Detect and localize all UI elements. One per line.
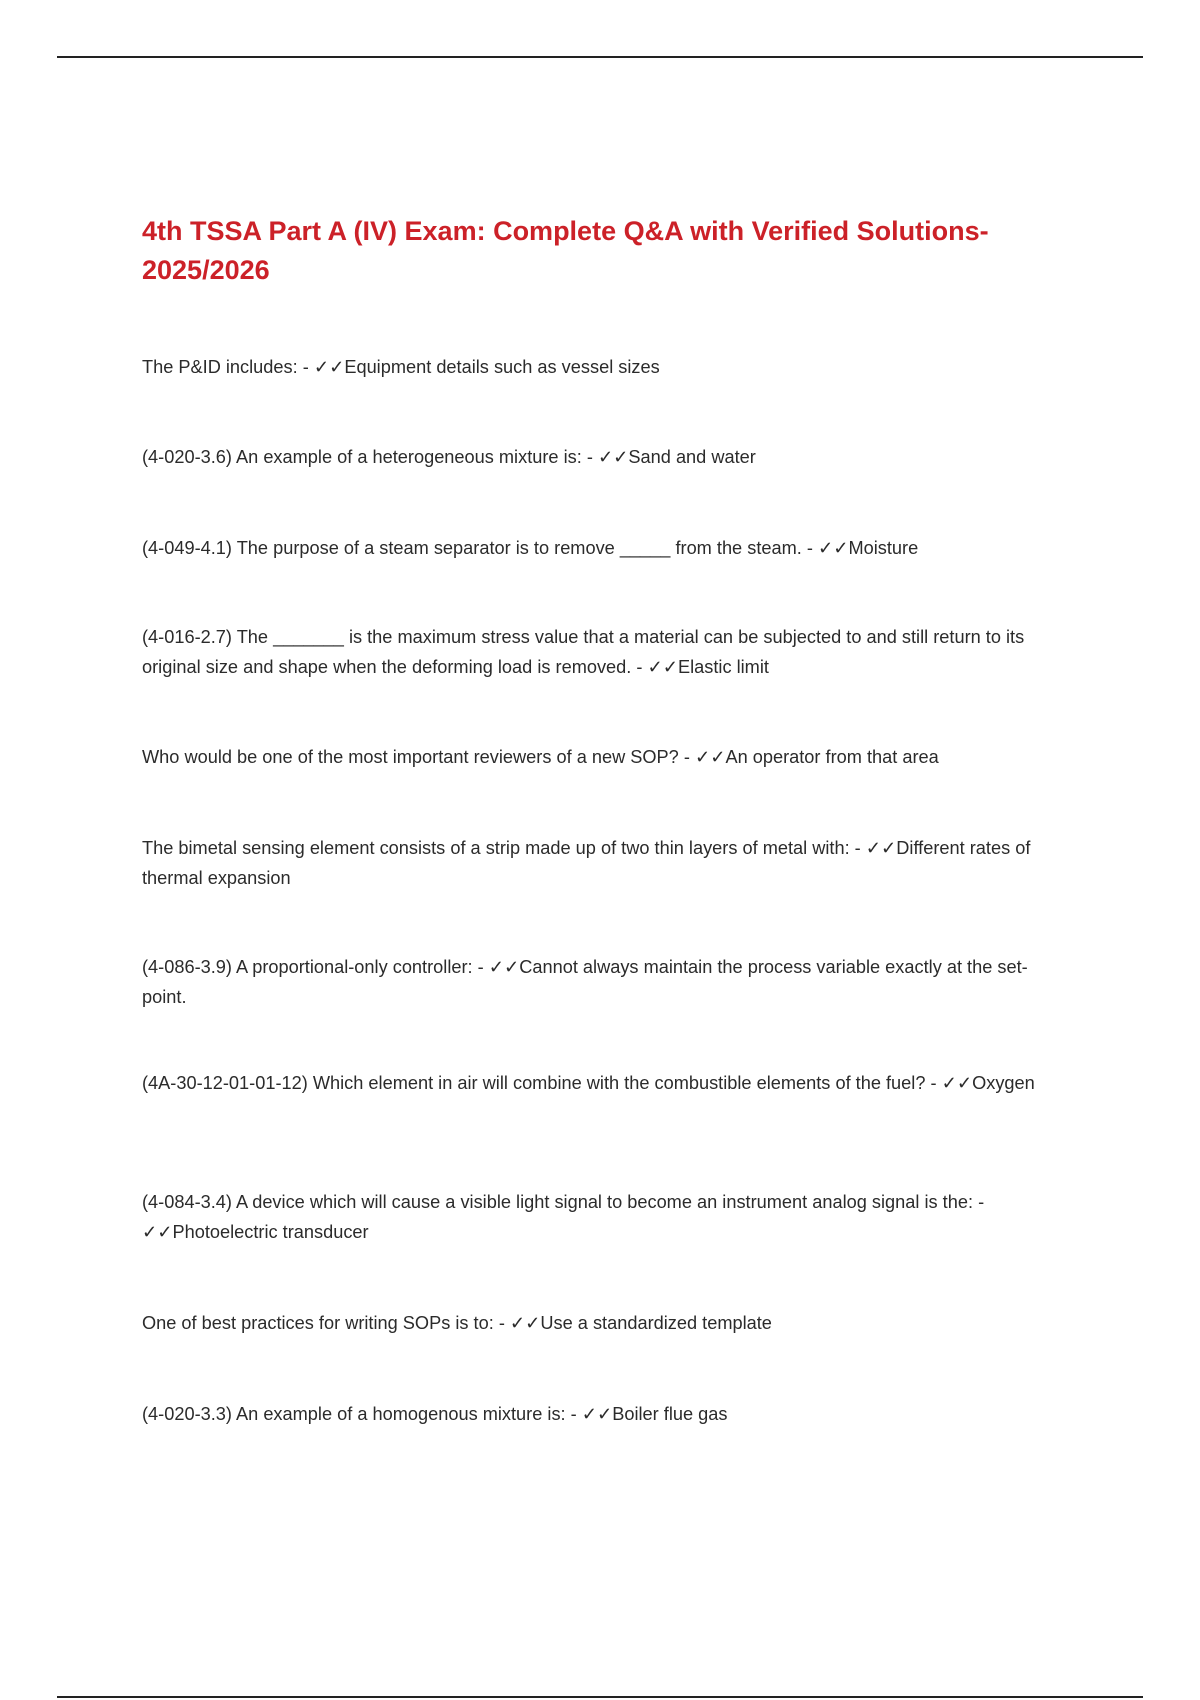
qa-item-4: (4-016-2.7) The _______ is the maximum stress value that a material can be subjected to and still return to its original size and shape when the deforming load is removed. - ✓✓Elastic limit xyxy=(142,627,1025,677)
bottom-rule xyxy=(57,1696,1143,1698)
top-rule xyxy=(57,56,1143,58)
qa-item-3: (4-049-4.1) The purpose of a steam separator is to remove _____ from the steam. - ✓✓Moisture xyxy=(142,538,919,558)
qa-item-9: (4-084-3.4) A device which will cause a visible light signal to become an instrument analog signal is the: - ✓✓Photoelectric transducer xyxy=(142,1192,985,1242)
qa-item-8: (4A-30-12-01-01-12) Which element in air will combine with the combustible elements of the fuel? - ✓✓Oxygen xyxy=(142,1073,1035,1093)
document-title: 4th TSSA Part A (IV) Exam: Complete Q&A with Verified Solutions-2025/2026 xyxy=(142,216,989,285)
qa-item-10: One of best practices for writing SOPs is to: - ✓✓Use a standardized template xyxy=(142,1313,772,1333)
qa-item-5: Who would be one of the most important reviewers of a new SOP? - ✓✓An operator from that area xyxy=(142,747,939,767)
qa-item-6: The bimetal sensing element consists of a strip made up of two thin layers of metal with: - ✓✓Different rates of thermal expansion xyxy=(142,838,1031,888)
qa-item-7: (4-086-3.9) A proportional-only controller: - ✓✓Cannot always maintain the process variable exactly at the set-point. xyxy=(142,957,1028,1007)
qa-item-2: (4-020-3.6) An example of a heterogeneous mixture is: - ✓✓Sand and water xyxy=(142,447,756,467)
qa-item-1: The P&ID includes: - ✓✓Equipment details such as vessel sizes xyxy=(142,357,660,377)
qa-item-11: (4-020-3.3) An example of a homogenous mixture is: - ✓✓Boiler flue gas xyxy=(142,1404,728,1424)
